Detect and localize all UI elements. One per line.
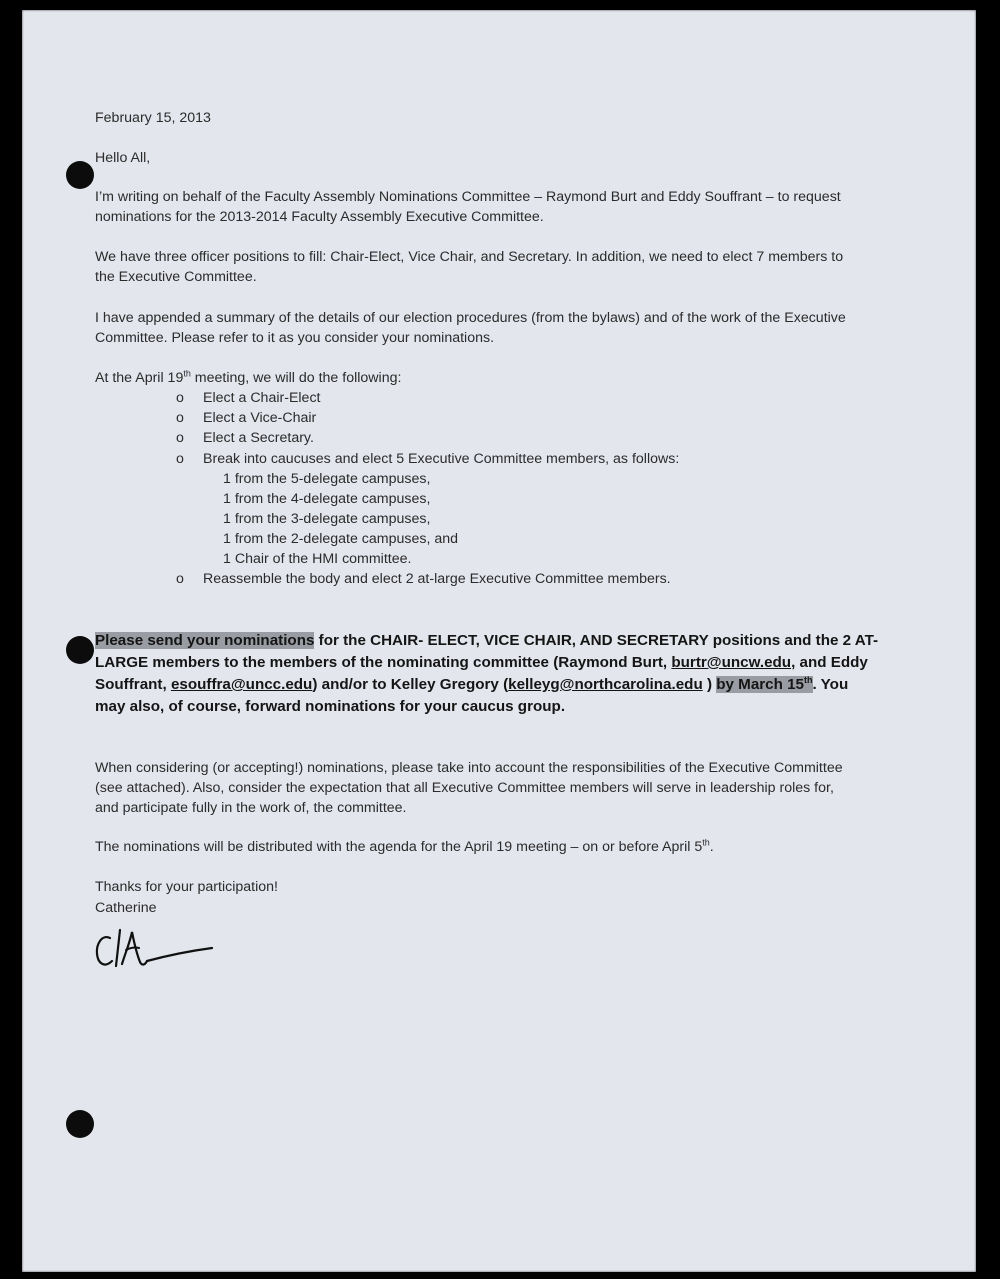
paragraph-6-rest: .: [709, 839, 714, 855]
nomination-text: ): [702, 676, 717, 693]
list-item-text: Break into caucuses and elect 5 Executive Committee members, as follows:: [203, 451, 680, 467]
list-item-text: Elect a Secretary.: [203, 430, 314, 446]
nomination-text: LARGE members to the members of the nominating committee (Raymond Burt,: [95, 654, 672, 671]
punch-hole-middle: [66, 636, 94, 664]
sub-list-item: 1 Chair of the HMI committee.: [223, 551, 412, 567]
paragraph-5-line-2: (see attached). Also, consider the expectation that all Executive Committee members will serve in leadership roles for,: [95, 780, 834, 796]
nomination-line-3: [95, 674, 848, 696]
list-item: [176, 408, 316, 428]
signer-name: Catherine: [95, 900, 157, 916]
letter-date: February 15, 2013: [95, 110, 211, 126]
deadline-text: by March 15: [716, 676, 805, 693]
paragraph-6-text: The nominations will be distributed with the agenda for the April 19 meeting – on or before April 5: [95, 839, 703, 855]
meeting-intro-rest: meeting, we will do the following:: [190, 370, 402, 386]
list-item: [176, 428, 314, 448]
deadline-highlight: [716, 676, 812, 693]
bullet-marker: o: [176, 390, 184, 406]
nomination-line-1: [95, 630, 878, 652]
email-link-gregory[interactable]: kelleyg@northcarolina.edu: [508, 676, 703, 693]
email-link-burt[interactable]: burtr@uncw.edu: [671, 654, 792, 671]
paragraph-1-line-1: I’m writing on behalf of the Faculty Assembly Nominations Committee – Raymond Burt and Eddy Souffrant – to request: [95, 189, 841, 205]
paragraph-1-line-2: nominations for the 2013-2014 Faculty Assembly Executive Committee.: [95, 209, 544, 225]
nomination-line-2: [95, 652, 868, 674]
handwritten-signature: [92, 924, 222, 974]
sub-list-item: 1 from the 5-delegate campuses,: [223, 471, 431, 487]
nomination-text: for the CHAIR- ELECT, VICE CHAIR, AND SECRETARY positions and the 2 AT-: [314, 632, 879, 649]
bullet-marker: o: [176, 451, 184, 467]
bullet-marker: o: [176, 571, 184, 587]
nomination-text: . You: [812, 676, 849, 693]
list-item: [176, 569, 671, 589]
meeting-intro: [95, 368, 401, 388]
meeting-intro-text: At the April 19: [95, 370, 184, 386]
bullet-marker: o: [176, 410, 184, 426]
paragraph-3-line-2: Committee. Please refer to it as you consider your nominations.: [95, 330, 495, 346]
highlighted-phrase: Please send your nominations: [95, 632, 315, 649]
paragraph-2-line-1: We have three officer positions to fill: Chair-Elect, Vice Chair, and Secretary. In addition, we need to elect 7 members to: [95, 249, 844, 265]
paragraph-3-line-1: I have appended a summary of the details of our election procedures (from the bylaws) and of the work of the Executive: [95, 310, 846, 326]
nomination-text: ) and/or to Kelley Gregory (: [312, 676, 509, 693]
paragraph-2-line-2: the Executive Committee.: [95, 269, 257, 285]
email-link-souffrant[interactable]: esouffra@uncc.edu: [170, 676, 313, 693]
paragraph-6: [95, 837, 714, 857]
punch-hole-top: [66, 161, 94, 189]
sub-list-item: 1 from the 4-delegate campuses,: [223, 491, 431, 507]
paragraph-6-sup: th: [702, 837, 710, 848]
list-item-text: Reassemble the body and elect 2 at-large Executive Committee members.: [203, 571, 671, 587]
list-item-text: Elect a Chair-Elect: [203, 390, 321, 406]
punch-hole-bottom: [66, 1110, 94, 1138]
nomination-text: , and Eddy: [791, 654, 868, 671]
paragraph-5-line-1: When considering (or accepting!) nominations, please take into account the responsibilities of the Executive Committee: [95, 760, 843, 776]
meeting-intro-sup: th: [183, 368, 191, 379]
list-item: [176, 388, 320, 408]
sub-list-item: 1 from the 2-delegate campuses, and: [223, 531, 459, 547]
list-item: [176, 449, 679, 469]
greeting: Hello All,: [95, 150, 151, 166]
paragraph-5-line-3: and participate fully in the work of, the committee.: [95, 800, 407, 816]
bullet-marker: o: [176, 430, 184, 446]
list-item-text: Elect a Vice-Chair: [203, 410, 317, 426]
closing: Thanks for your participation!: [95, 879, 278, 895]
nomination-text: Souffrant,: [95, 676, 171, 693]
deadline-sup: th: [804, 674, 813, 685]
sub-list-item: 1 from the 3-delegate campuses,: [223, 511, 431, 527]
nomination-line-4: may also, of course, forward nominations for your caucus group.: [95, 698, 566, 715]
